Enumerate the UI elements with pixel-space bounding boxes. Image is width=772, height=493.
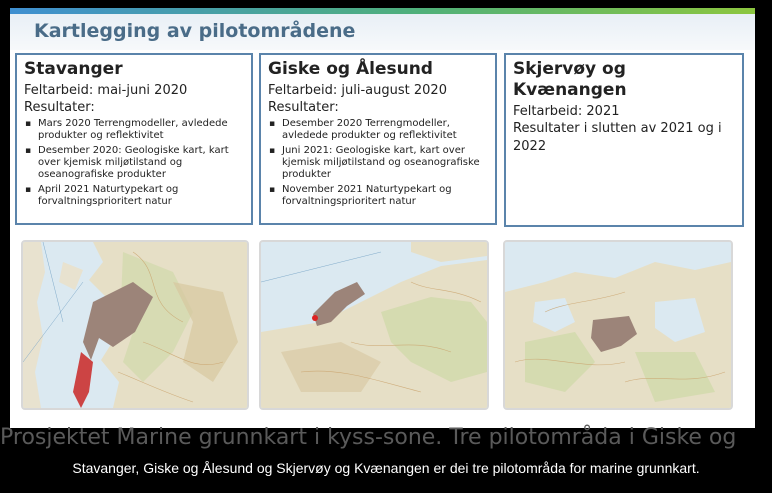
map-giske-image <box>261 242 487 408</box>
fieldwork-text: Feltarbeid: 2021 <box>513 104 620 119</box>
result-item: ▪ Juni 2021: Geologiske kart, kart over kjemisk miljøtilstand og oseanografiske produkter <box>268 145 488 181</box>
pilot-box-stavanger <box>15 53 253 225</box>
result-item: ▪ November 2021 Naturtypekart og forvaltningsprioritert natur <box>268 184 488 208</box>
fieldwork-text: Feltarbeid: juli-august 2020 <box>268 83 447 98</box>
pilot-box-giske <box>259 53 497 225</box>
result-item: ▪ April 2021 Naturtypekart og forvaltningsprioritert natur <box>24 184 244 208</box>
results-list <box>24 118 244 208</box>
results-label: Resultater: <box>268 100 339 115</box>
pilot-box-skjervoy <box>504 53 744 227</box>
results-note: Resultater i slutten av 2021 og i 2022 <box>513 121 722 154</box>
pilot-title: Stavanger <box>24 59 123 79</box>
results-list <box>268 118 488 208</box>
subtitle-ghost-text: Prosjektet Marine grunnkart i kyss-sone. Tre pilotområda i Giske og <box>0 425 737 450</box>
slide-title: Kartlegging av pilotområdene <box>34 20 356 42</box>
map-stavanger <box>21 240 249 410</box>
result-item: ▪ Desember 2020: Geologiske kart, kart over kjemisk miljøtilstand og oseanografiske produkter <box>24 145 244 181</box>
pilot-title: Skjervøy og Kvænangen <box>513 59 627 100</box>
caption: Stavanger, Giske og Ålesund og Skjervøy og Kvænangen er dei tre pilotområda for marine grunnkart. <box>72 460 700 476</box>
fieldwork-text: Feltarbeid: mai-juni 2020 <box>24 83 188 98</box>
result-item: ▪ Desember 2020 Terrengmodeller, avledede produkter og reflektivitet <box>268 118 488 142</box>
map-skjervoy <box>503 240 733 410</box>
presentation-slide <box>10 8 755 428</box>
map-giske <box>259 240 489 410</box>
map-skjervoy-image <box>505 242 731 408</box>
result-item: ▪ Mars 2020 Terrengmodeller, avledede produkter og reflektivitet <box>24 118 244 142</box>
results-label: Resultater: <box>24 100 95 115</box>
pilot-title: Giske og Ålesund <box>268 59 433 79</box>
map-stavanger-image <box>23 242 247 408</box>
